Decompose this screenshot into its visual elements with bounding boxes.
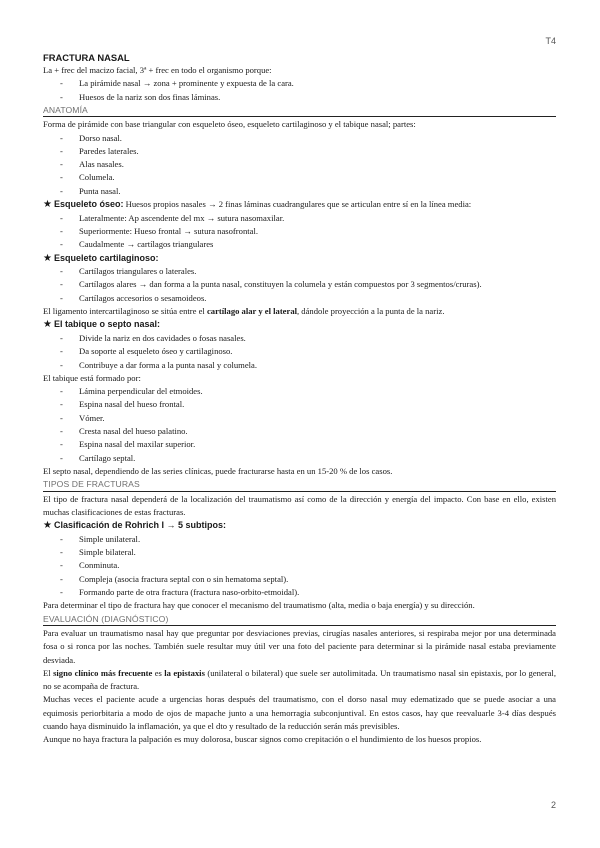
rohrich-list	[43, 533, 556, 599]
evaluacion-p2	[43, 667, 556, 694]
esqueleto-cartilaginoso-line	[43, 252, 556, 266]
list-item: - Cartílagos triangulares o laterales.	[43, 265, 556, 278]
list-item: - Simple unilateral.	[43, 533, 556, 546]
tabique-line	[43, 318, 556, 332]
section-heading-tipos: TIPOS DE FRACTURAS	[43, 479, 556, 491]
section-heading-anatomia: ANATOMÍA	[43, 105, 556, 117]
list-item: - Compleja (asocia fractura septal con o sin hematoma septal).	[43, 573, 556, 586]
list-item: - Superiormente: Hueso frontal → sutura nasofrontal.	[43, 225, 556, 238]
evaluacion-p3: Muchas veces el paciente acude a urgencias horas después del traumatismo, con el dorso nasal muy edematizado que se puede asociar a una equimosis periorbitaria a modo de ojos de mapache junto a una hemorragia subconjuntival. En estos casos, hay que reevaluarle 3-4 días después cuando haya disminuido la inflamación, ya que el dto y resultado de la reducción serán más previsibles.	[43, 694, 556, 732]
rohrich-line	[43, 519, 556, 533]
list-item: - Vómer.	[43, 412, 556, 425]
list-item: - Lateralmente: Ap ascendente del mx → sutura nasomaxilar.	[43, 212, 556, 225]
list-item: - Conminuta.	[43, 559, 556, 572]
star-icon: ★	[43, 520, 52, 532]
list-item: - Cresta nasal del hueso palatino.	[43, 425, 556, 438]
list-item: - Paredes laterales.	[43, 145, 556, 158]
tipos-text: El tipo de fractura nasal dependerá de la localización del traumatismo así como de la dirección y energía del impacto. Con base en ello, existen muchas clasificaciones de estas fracturas.	[43, 493, 556, 517]
intro-list	[43, 77, 556, 104]
list-item: - Formando parte de otra fractura (fractura naso-orbito-etmoidal).	[43, 586, 556, 599]
ligament-text	[43, 305, 556, 318]
subheading-tabique: El tabique o septo nasal:	[53, 319, 160, 330]
evaluacion-p2-mid: es	[152, 667, 165, 678]
tabique-formed-text: El tabique está formado por:	[43, 372, 141, 383]
esqueleto-oseo-list	[43, 212, 556, 252]
esqueleto-oseo-line	[43, 198, 556, 212]
ligament-text-bold: cartílago alar y el lateral	[206, 306, 297, 317]
evaluacion-p2-pre: El	[43, 667, 54, 678]
list-item: - Dorso nasal.	[43, 132, 556, 145]
subheading-esqueleto-oseo: Esqueleto óseo:	[53, 199, 124, 210]
tabique-formed-list	[43, 385, 556, 465]
list-item: - Lámina perpendicular del etmoides.	[43, 385, 556, 398]
anatomia-parts-list	[43, 132, 556, 198]
evaluacion-p2-bold2: la epistaxis	[164, 667, 205, 678]
list-item: - La pirámide nasal → zona + prominente y expuesta de la cara.	[43, 77, 556, 90]
list-item: - Cartílago septal.	[43, 452, 556, 465]
list-item: - Columela.	[43, 171, 556, 184]
tipos-closing-text: Para determinar el tipo de fractura hay que conocer el mecanismo del traumatismo (alta, media o baja energía) y su dirección.	[43, 600, 475, 611]
evaluacion-p2-post: (unilateral o bilateral) que suele ser autolimitada. Un traumatismo nasal sin epistaxis, por lo general, no se acompaña de fractura.	[43, 667, 556, 692]
list-item: - Divide la nariz en dos cavidades o fosas nasales.	[43, 332, 556, 345]
esqueleto-oseo-text: Huesos propios nasales → 2 finas láminas cuadrangulares que se articulan entre sí en la línea media:	[123, 199, 472, 210]
ligament-text-pre: El ligamento intercartilaginoso se sitúa entre el	[43, 306, 207, 317]
septo-closing-text: El septo nasal, dependiendo de las series clínicas, puede fracturarse hasta en un 15-20 % de los casos.	[43, 465, 393, 476]
list-item: - Punta nasal.	[43, 185, 556, 198]
list-item: - Huesos de la nariz son dos finas láminas.	[43, 91, 556, 104]
list-item: - Da soporte al esqueleto óseo y cartilaginoso.	[43, 345, 556, 358]
evaluacion-p1: Para evaluar un traumatismo nasal hay que preguntar por desviaciones previas, cirugías nasales anteriores, si respiraba mejor por una determinada fosa o si ronca por las noches. También suele resultar muy útil ver una foto del paciente para determinar si la pirámide nasal estaba previamente desviada.	[43, 627, 556, 665]
subheading-rohrich: Clasificación de Rohrich I → 5 subtipos:	[53, 520, 226, 531]
document-body	[43, 51, 556, 747]
list-item: - Cartílagos accesorios o sesamoideos.	[43, 292, 556, 305]
star-icon: ★	[43, 199, 52, 211]
page-number: 2	[550, 800, 556, 810]
subheading-esqueleto-cartilaginoso: Esqueleto cartilaginoso:	[53, 252, 159, 263]
list-item: - Simple bilateral.	[43, 546, 556, 559]
ligament-text-post: , dándole proyección a la punta de la nariz.	[297, 306, 445, 317]
list-item: - Caudalmente → cartílagos triangulares	[43, 238, 556, 251]
list-item: - Alas nasales.	[43, 158, 556, 171]
esqueleto-cartilaginoso-list	[43, 265, 556, 305]
evaluacion-p2-bold1: signo clínico más frecuente	[53, 667, 153, 678]
list-item: - Contribuye a dar forma a la punta nasal y columela.	[43, 359, 556, 372]
star-icon: ★	[43, 252, 52, 264]
anatomia-text: Forma de pirámide con base triangular con esqueleto óseo, esqueleto cartilaginoso y el tabique nasal; partes:	[43, 119, 416, 130]
list-item: - Espina nasal del maxilar superior.	[43, 438, 556, 451]
section-heading-evaluacion: EVALUACIÓN (DIAGNÓSTICO)	[43, 614, 556, 626]
intro-text: La + frec del macizo facial, 3ª + frec en todo el organismo porque:	[43, 65, 272, 75]
evaluacion-p4: Aunque no haya fractura la palpación es muy dolorosa, buscar signos como crepitación o el hundimiento de los huesos propios.	[43, 734, 482, 745]
tabique-list	[43, 332, 556, 372]
star-icon: ★	[43, 319, 52, 331]
page-title: FRACTURA NASAL	[43, 52, 130, 63]
corner-label: T4	[545, 36, 556, 46]
list-item: - Cartílagos alares → dan forma a la punta nasal, constituyen la columela y están compuestos por 3 segmentos/cruras).	[43, 278, 556, 291]
list-item: - Espina nasal del hueso frontal.	[43, 398, 556, 411]
